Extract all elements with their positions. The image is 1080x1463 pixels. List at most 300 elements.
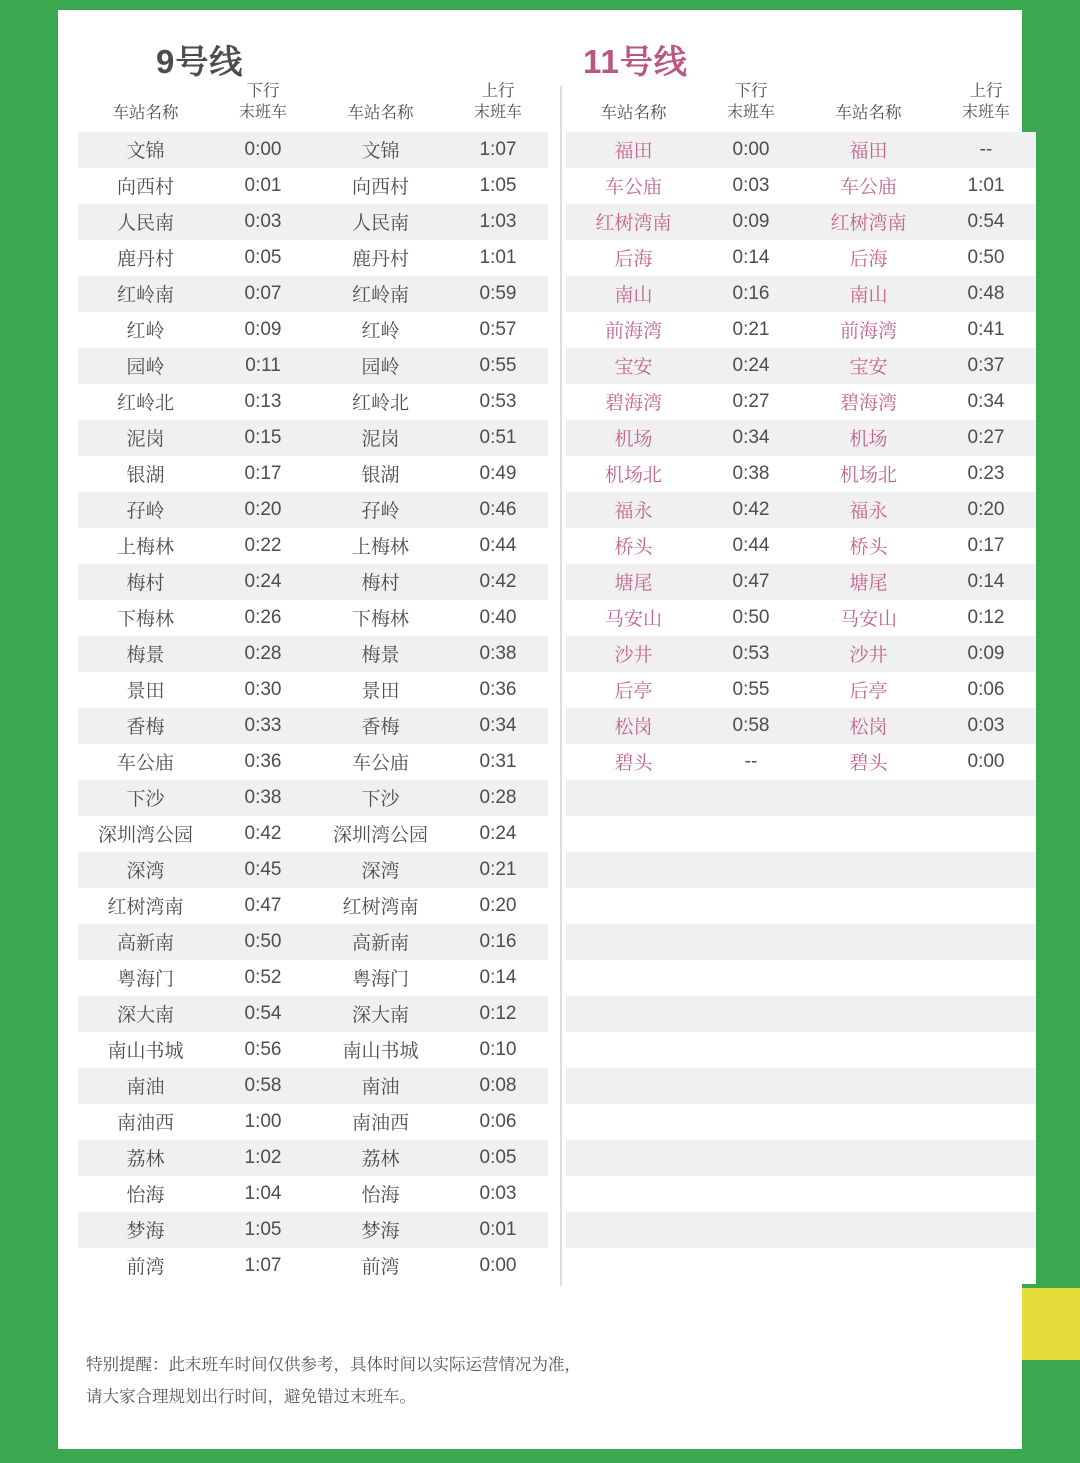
line11-down-station <box>566 924 701 960</box>
line11-down-station: 前海湾 <box>566 312 701 348</box>
line9-down-station: 向西村 <box>78 168 213 204</box>
line9-down-time: 0:33 <box>213 708 313 744</box>
line9-down-station: 粤海门 <box>78 960 213 996</box>
line9-down-time: 0:47 <box>213 888 313 924</box>
line9-down-time: 0:03 <box>213 204 313 240</box>
line11-up-station: 马安山 <box>801 600 936 636</box>
line11-up-time: 1:01 <box>936 168 1036 204</box>
line9-down-station: 南油西 <box>78 1104 213 1140</box>
footer-note <box>86 1350 581 1413</box>
line11-up-station: 南山 <box>801 276 936 312</box>
line11-up-time: 0:34 <box>936 384 1036 420</box>
line9-down-station: 上梅林 <box>78 528 213 564</box>
line11-down-station: 桥头 <box>566 528 701 564</box>
line9-up-time: 0:21 <box>448 852 548 888</box>
line9-down-station: 人民南 <box>78 204 213 240</box>
line11-up-station: 机场北 <box>801 456 936 492</box>
line9-up-time: 0:42 <box>448 564 548 600</box>
line11-down-time: 0:38 <box>701 456 801 492</box>
table-row <box>78 636 548 672</box>
line9-up-station: 前湾 <box>313 1248 448 1284</box>
line9-down-time: 0:28 <box>213 636 313 672</box>
line11-up-station <box>801 1104 936 1140</box>
line11-down-time <box>701 888 801 924</box>
table-row <box>566 564 1036 600</box>
line9-up-station: 深圳湾公园 <box>313 816 448 852</box>
line11-up-station: 后亭 <box>801 672 936 708</box>
table-row <box>78 852 548 888</box>
line11-up-station <box>801 780 936 816</box>
line9-up-time: 0:49 <box>448 456 548 492</box>
line11-down-time <box>701 1248 801 1284</box>
line9-down-station: 景田 <box>78 672 213 708</box>
line11-up-time: 0:20 <box>936 492 1036 528</box>
line9-up-station: 香梅 <box>313 708 448 744</box>
line9-down-time: 0:42 <box>213 816 313 852</box>
line9-down-station: 红岭北 <box>78 384 213 420</box>
line11-header-row <box>566 80 1036 132</box>
line9-up-time: 0:01 <box>448 1212 548 1248</box>
line11-up-time: 0:48 <box>936 276 1036 312</box>
line9-up-time: 0:44 <box>448 528 548 564</box>
line9-up-time: 0:59 <box>448 276 548 312</box>
line11-up-time: 0:03 <box>936 708 1036 744</box>
line11-down-station: 松岗 <box>566 708 701 744</box>
line9-down-station: 南油 <box>78 1068 213 1104</box>
line9-down-time: 0:07 <box>213 276 313 312</box>
line11-down-station <box>566 780 701 816</box>
line9-up-station: 红岭南 <box>313 276 448 312</box>
line11-up-station <box>801 1140 936 1176</box>
line11-down-station: 南山 <box>566 276 701 312</box>
line9-down-time: 1:07 <box>213 1248 313 1284</box>
line9-up-time: 0:36 <box>448 672 548 708</box>
line9-down-station: 荔林 <box>78 1140 213 1176</box>
line9-down-time: 0:20 <box>213 492 313 528</box>
line11-up-time <box>936 1212 1036 1248</box>
line9-down-time: 0:09 <box>213 312 313 348</box>
line9-up-station: 景田 <box>313 672 448 708</box>
table-row <box>566 1248 1036 1284</box>
line11-down-time <box>701 996 801 1032</box>
line9-up-station: 深大南 <box>313 996 448 1032</box>
line11-down-station: 碧头 <box>566 744 701 780</box>
table-row <box>566 600 1036 636</box>
table-row <box>566 672 1036 708</box>
line11-down-time: -- <box>701 744 801 780</box>
line9-up-time: 0:46 <box>448 492 548 528</box>
line9-down-station: 孖岭 <box>78 492 213 528</box>
line9-up-time: 1:03 <box>448 204 548 240</box>
table-row <box>78 528 548 564</box>
line9-down-station: 怡海 <box>78 1176 213 1212</box>
line11-up-station: 福田 <box>801 132 936 168</box>
line11-down-station <box>566 1140 701 1176</box>
line11-up-time <box>936 780 1036 816</box>
table-row <box>78 1212 548 1248</box>
line9-down-station: 红岭南 <box>78 276 213 312</box>
line11-up-station <box>801 816 936 852</box>
line9-down-station: 鹿丹村 <box>78 240 213 276</box>
table-row <box>566 1176 1036 1212</box>
line9-up-time: 1:01 <box>448 240 548 276</box>
line9-header-row <box>78 80 548 132</box>
line11-down-time <box>701 960 801 996</box>
line11-up-time: 0:37 <box>936 348 1036 384</box>
line9-up-station: 梅村 <box>313 564 448 600</box>
line9-up-station: 泥岗 <box>313 420 448 456</box>
line11-down-station <box>566 1212 701 1248</box>
table-row <box>78 132 548 168</box>
line9-down-time: 1:04 <box>213 1176 313 1212</box>
line11-up-station-header: 车站名称 <box>835 103 902 122</box>
table-row <box>78 1176 548 1212</box>
line11-up-time <box>936 1032 1036 1068</box>
line9-down-time: 0:36 <box>213 744 313 780</box>
line11-up-station: 桥头 <box>801 528 936 564</box>
line11-down-time: 0:16 <box>701 276 801 312</box>
line9-down-station: 南山书城 <box>78 1032 213 1068</box>
line11-down-time: 0:21 <box>701 312 801 348</box>
line11-down-station: 机场北 <box>566 456 701 492</box>
line11-up-lasttrain-label: 末班车 <box>961 104 1010 122</box>
table-row <box>566 348 1036 384</box>
line9-up-lasttrain-label: 末班车 <box>473 104 522 122</box>
table-row <box>78 204 548 240</box>
line11-up-station <box>801 852 936 888</box>
table-row <box>566 312 1036 348</box>
line9-down-time: 0:24 <box>213 564 313 600</box>
line9-up-time: 1:07 <box>448 132 548 168</box>
line9-down-direction-label: 下行 <box>246 82 280 100</box>
line11-up-station: 碧头 <box>801 744 936 780</box>
line9-down-time: 0:45 <box>213 852 313 888</box>
line11-up-station <box>801 1248 936 1284</box>
table-row <box>78 564 548 600</box>
line9-down-time: 0:22 <box>213 528 313 564</box>
table-row <box>566 240 1036 276</box>
line11-down-station <box>566 888 701 924</box>
line9-up-time: 0:34 <box>448 708 548 744</box>
line9-up-station: 向西村 <box>313 168 448 204</box>
line9-body <box>78 132 548 1284</box>
line9-up-station: 南山书城 <box>313 1032 448 1068</box>
line9-up-time: 0:08 <box>448 1068 548 1104</box>
line11-up-station <box>801 1068 936 1104</box>
line9-down-time: 0:00 <box>213 132 313 168</box>
line9-down-station: 泥岗 <box>78 420 213 456</box>
line9-down-time-header <box>213 80 313 132</box>
table-row <box>566 492 1036 528</box>
line11-down-time <box>701 1068 801 1104</box>
table-row <box>566 132 1036 168</box>
line11-down-time: 0:53 <box>701 636 801 672</box>
line11-up-direction-label: 上行 <box>969 82 1003 100</box>
line9-up-station: 南油西 <box>313 1104 448 1140</box>
line9-down-station: 车公庙 <box>78 744 213 780</box>
line9-down-station: 下梅林 <box>78 600 213 636</box>
line11-up-station <box>801 996 936 1032</box>
line11-up-time <box>936 1140 1036 1176</box>
line11-down-station: 红树湾南 <box>566 204 701 240</box>
line9-down-time: 0:26 <box>213 600 313 636</box>
table-row <box>566 204 1036 240</box>
line11-up-station: 车公庙 <box>801 168 936 204</box>
line11-down-station <box>566 996 701 1032</box>
line11-up-time: 0:54 <box>936 204 1036 240</box>
line11-down-station: 沙井 <box>566 636 701 672</box>
line9-down-time: 0:05 <box>213 240 313 276</box>
line11-down-station: 塘尾 <box>566 564 701 600</box>
table-row <box>78 924 548 960</box>
line11-up-station <box>801 1176 936 1212</box>
line9-up-time: 0:51 <box>448 420 548 456</box>
line11-up-time <box>936 888 1036 924</box>
line11-down-station: 碧海湾 <box>566 384 701 420</box>
line11-down-station: 福永 <box>566 492 701 528</box>
line9-up-station: 高新南 <box>313 924 448 960</box>
line9-up-time: 1:05 <box>448 168 548 204</box>
line11-down-station <box>566 1176 701 1212</box>
line9-up-time: 0:10 <box>448 1032 548 1068</box>
line9-up-direction-label: 上行 <box>481 82 515 100</box>
line11-down-lasttrain-label: 末班车 <box>726 104 775 122</box>
page-border-left <box>0 0 58 1463</box>
table-row <box>78 1140 548 1176</box>
table-row <box>78 888 548 924</box>
table-row <box>566 528 1036 564</box>
line11-down-time: 0:42 <box>701 492 801 528</box>
line9-up-time: 0:03 <box>448 1176 548 1212</box>
line11-up-time: 0:09 <box>936 636 1036 672</box>
table-row <box>566 1032 1036 1068</box>
line11-down-station: 马安山 <box>566 600 701 636</box>
line9-down-station: 梅村 <box>78 564 213 600</box>
line11-up-time <box>936 816 1036 852</box>
line11-down-station <box>566 1248 701 1284</box>
line9-down-station: 银湖 <box>78 456 213 492</box>
column-divider <box>560 86 562 1286</box>
line9-down-station: 红岭 <box>78 312 213 348</box>
line9-up-time: 0:12 <box>448 996 548 1032</box>
table-row <box>566 924 1036 960</box>
line9-up-station: 梦海 <box>313 1212 448 1248</box>
line11-up-time <box>936 1104 1036 1140</box>
table-row <box>78 384 548 420</box>
line9-up-station: 园岭 <box>313 348 448 384</box>
line11-up-time <box>936 924 1036 960</box>
footer-note-line2: 请大家合理规划出行时间，避免错过末班车。 <box>86 1387 416 1406</box>
line11-down-time <box>701 1104 801 1140</box>
line9-up-time: 0:57 <box>448 312 548 348</box>
line11-up-station <box>801 924 936 960</box>
line11-down-time <box>701 1176 801 1212</box>
table-row <box>78 168 548 204</box>
line9-down-time: 0:52 <box>213 960 313 996</box>
line11-up-time: -- <box>936 132 1036 168</box>
line9-up-station: 红岭北 <box>313 384 448 420</box>
table-row <box>78 600 548 636</box>
line11-up-station: 塘尾 <box>801 564 936 600</box>
line9-up-time: 0:28 <box>448 780 548 816</box>
line11-down-direction-label: 下行 <box>734 82 768 100</box>
footer-note-line1: 特别提醒：此末班车时间仅供参考，具体时间以实际运营情况为准， <box>86 1356 581 1375</box>
line9-up-station: 人民南 <box>313 204 448 240</box>
line9-up-time: 0:38 <box>448 636 548 672</box>
line11-down-station: 后海 <box>566 240 701 276</box>
table-row <box>566 816 1036 852</box>
line9-up-station-header: 车站名称 <box>347 103 414 122</box>
line11-down-station <box>566 1104 701 1140</box>
table-row <box>566 1068 1036 1104</box>
line9-up-time: 0:00 <box>448 1248 548 1284</box>
line11-down-station: 车公庙 <box>566 168 701 204</box>
line9-timetable <box>78 80 548 1284</box>
line11-down-time: 0:55 <box>701 672 801 708</box>
line9-up-station: 荔林 <box>313 1140 448 1176</box>
line11-body <box>566 132 1036 1284</box>
line9-up-time: 0:16 <box>448 924 548 960</box>
line11-down-time: 0:27 <box>701 384 801 420</box>
line11-up-time <box>936 1068 1036 1104</box>
table-row <box>78 348 548 384</box>
line11-up-time: 0:12 <box>936 600 1036 636</box>
timetable-page <box>58 10 1022 1449</box>
table-row <box>78 816 548 852</box>
line9-up-time: 0:31 <box>448 744 548 780</box>
table-row <box>566 456 1036 492</box>
line11-down-station <box>566 1068 701 1104</box>
line9-down-time: 1:05 <box>213 1212 313 1248</box>
line9-down-time: 0:56 <box>213 1032 313 1068</box>
line11-down-time: 0:47 <box>701 564 801 600</box>
line11-down-time: 0:14 <box>701 240 801 276</box>
line9-down-station: 文锦 <box>78 132 213 168</box>
table-row <box>78 996 548 1032</box>
tables-container <box>78 80 1010 1284</box>
line11-up-station: 机场 <box>801 420 936 456</box>
table-row <box>78 780 548 816</box>
line11-title: 11号线 <box>583 43 688 80</box>
line11-up-station: 沙井 <box>801 636 936 672</box>
table-row <box>78 492 548 528</box>
line11-down-station-header: 车站名称 <box>600 103 667 122</box>
line9-down-time: 0:50 <box>213 924 313 960</box>
line9-down-time: 0:30 <box>213 672 313 708</box>
line9-down-time: 0:58 <box>213 1068 313 1104</box>
line11-up-station: 后海 <box>801 240 936 276</box>
line11-up-time <box>936 1248 1036 1284</box>
line9-up-station: 银湖 <box>313 456 448 492</box>
table-row <box>78 1248 548 1284</box>
line11-down-station: 宝安 <box>566 348 701 384</box>
line11-up-station <box>801 888 936 924</box>
line11-up-station <box>801 960 936 996</box>
line9-down-station: 下沙 <box>78 780 213 816</box>
line11-down-station <box>566 960 701 996</box>
page-border-top <box>0 0 1080 10</box>
line9-up-station: 鹿丹村 <box>313 240 448 276</box>
line11-down-time <box>701 1140 801 1176</box>
table-row <box>566 852 1036 888</box>
line11-down-time: 0:09 <box>701 204 801 240</box>
line11-up-station: 松岗 <box>801 708 936 744</box>
line11-up-station: 前海湾 <box>801 312 936 348</box>
table-row <box>78 708 548 744</box>
line11-up-time: 0:14 <box>936 564 1036 600</box>
line11-down-station: 后亭 <box>566 672 701 708</box>
table-row <box>78 672 548 708</box>
table-row <box>566 1104 1036 1140</box>
line11-down-time-header <box>701 80 801 132</box>
line9-up-time: 0:40 <box>448 600 548 636</box>
line11-up-station: 宝安 <box>801 348 936 384</box>
line9-up-time-header <box>448 80 548 132</box>
table-row <box>78 240 548 276</box>
line9-down-station: 深湾 <box>78 852 213 888</box>
line11-down-time: 0:44 <box>701 528 801 564</box>
table-row <box>566 960 1036 996</box>
line11-down-station <box>566 816 701 852</box>
line11-up-station: 福永 <box>801 492 936 528</box>
line9-down-station: 深圳湾公园 <box>78 816 213 852</box>
line11-down-time: 0:34 <box>701 420 801 456</box>
line9-down-time: 0:54 <box>213 996 313 1032</box>
line11-down-station: 福田 <box>566 132 701 168</box>
line9-up-station: 孖岭 <box>313 492 448 528</box>
table-row <box>78 276 548 312</box>
line9-down-time: 0:13 <box>213 384 313 420</box>
line9-down-station: 红树湾南 <box>78 888 213 924</box>
line11-up-station: 碧海湾 <box>801 384 936 420</box>
line11-up-station <box>801 1212 936 1248</box>
line11-up-time <box>936 996 1036 1032</box>
line9-up-station: 红树湾南 <box>313 888 448 924</box>
line9-down-time: 0:01 <box>213 168 313 204</box>
line11-up-time: 0:41 <box>936 312 1036 348</box>
line11-down-station <box>566 852 701 888</box>
line9-down-station-header: 车站名称 <box>112 103 179 122</box>
table-row <box>78 960 548 996</box>
line9-down-time: 1:00 <box>213 1104 313 1140</box>
line9-down-time: 1:02 <box>213 1140 313 1176</box>
line9-down-station: 前湾 <box>78 1248 213 1284</box>
line11-down-time: 0:00 <box>701 132 801 168</box>
line11-timetable <box>566 80 1036 1284</box>
table-row <box>566 276 1036 312</box>
line9-down-station: 园岭 <box>78 348 213 384</box>
line11-up-station: 红树湾南 <box>801 204 936 240</box>
table-row <box>566 636 1036 672</box>
line11-down-time: 0:24 <box>701 348 801 384</box>
line9-up-time: 0:20 <box>448 888 548 924</box>
table-row <box>566 420 1036 456</box>
line11-up-time: 0:00 <box>936 744 1036 780</box>
titles-row <box>78 28 1002 80</box>
line9-down-time: 0:38 <box>213 780 313 816</box>
line11-up-time <box>936 1176 1036 1212</box>
table-row <box>78 1032 548 1068</box>
line9-down-station: 高新南 <box>78 924 213 960</box>
line11-down-time: 0:58 <box>701 708 801 744</box>
table-row <box>566 168 1036 204</box>
line9-down-station: 香梅 <box>78 708 213 744</box>
line11-up-time-header <box>936 80 1036 132</box>
line9-up-station: 梅景 <box>313 636 448 672</box>
line11-up-station <box>801 1032 936 1068</box>
table-row <box>566 744 1036 780</box>
line9-up-station: 下沙 <box>313 780 448 816</box>
